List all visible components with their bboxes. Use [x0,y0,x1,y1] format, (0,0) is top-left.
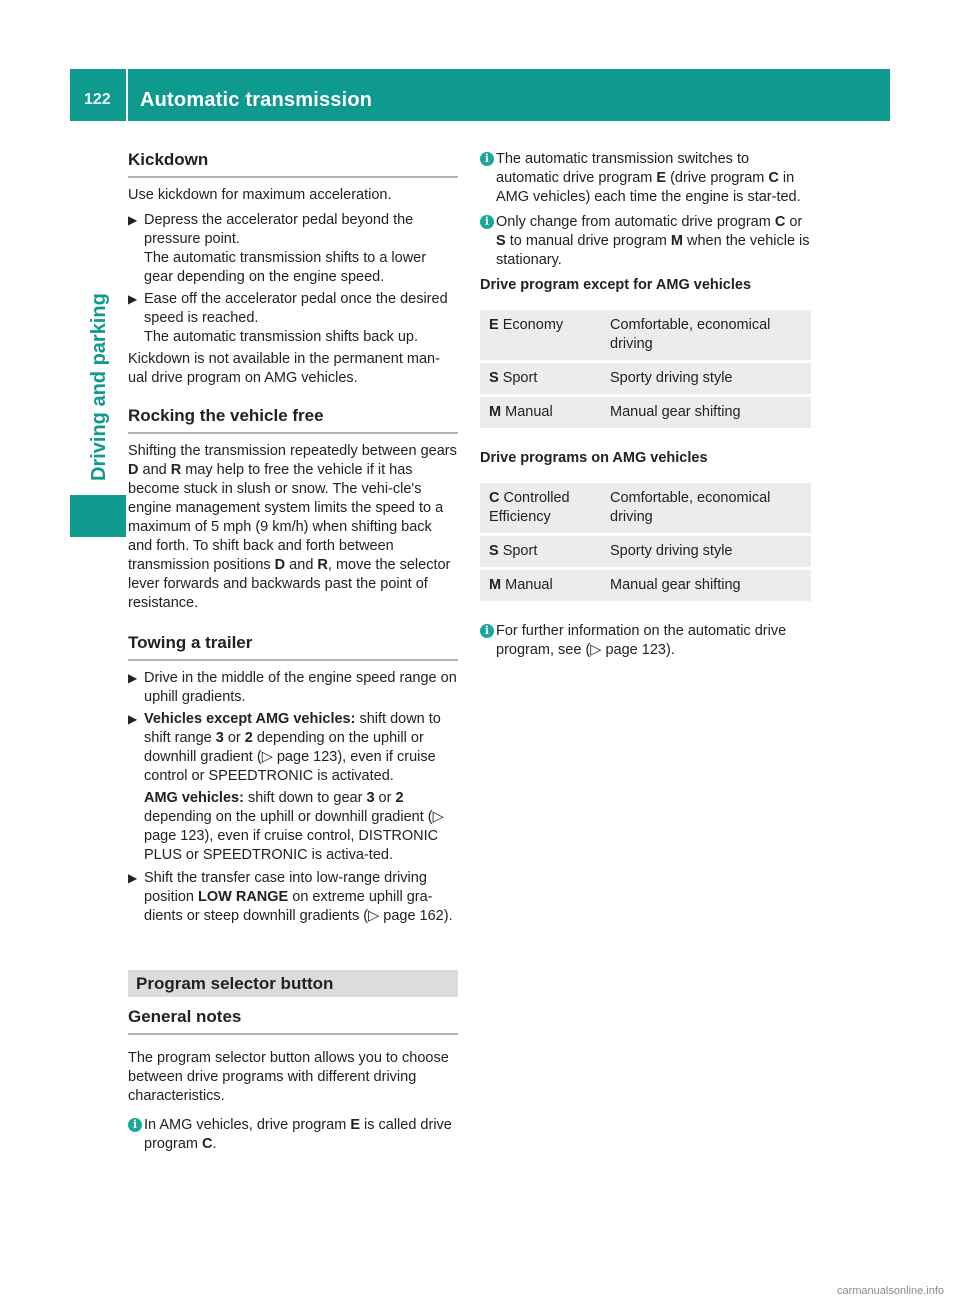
text: page 123), even if cruise control, DISTRONIC PLUS or SPEEDTRONIC is activa-ted. [144,828,439,863]
text: , move the selector lever forwards and backwards past the point of resistance. [128,557,451,611]
left-column [128,150,458,1160]
program-selector-section-title: Program selector button [128,970,458,997]
program-desc: Comfortable, economical driving [601,310,811,360]
program-e: E [656,170,667,186]
program-mode: Sport [498,543,538,559]
gear-r: R [170,462,182,478]
info-icon: i [128,1118,142,1132]
program-c: C [768,170,779,186]
text: to manual drive program [505,233,671,249]
amg-drive-program-table [480,480,811,604]
table-row [480,570,811,601]
towing-heading: Towing a trailer [128,633,458,661]
program-letter: S [489,543,499,559]
arrow-icon: ▶ [128,671,138,685]
text: depending on the uphill or downhill gradient ( [144,730,424,765]
program-desc: Comfortable, economical driving [601,483,811,533]
arrow-icon: ▶ [128,712,138,726]
gear-d: D [274,557,286,573]
program-cell [480,570,601,601]
table-row [480,483,811,533]
program-mode: Controlled Efficiency [489,490,570,525]
program-letter: M [489,577,502,593]
drive-program-table [480,307,811,431]
program-mode: Economy [498,317,564,333]
table2-title: Drive programs on AMG vehicles [480,450,708,466]
text: or [785,214,803,230]
info-icon: i [480,152,494,166]
arrow-icon: ▶ [128,871,138,885]
kickdown-step-1 [128,211,458,287]
table1-title: Drive program except for AMG vehicles [480,277,752,293]
text: on extreme uphill gra-dients or steep downhill gradients ( [144,889,433,924]
info-note-stationary [480,213,815,270]
text: shift down to gear [243,790,367,806]
text: and [285,557,318,573]
arrow-icon: ▶ [128,292,138,306]
step-text: Drive in the middle of the engine speed range on uphill gradients. [144,670,457,705]
rocking-paragraph [128,442,458,613]
right-column [480,150,815,666]
program-letter: C [489,490,500,506]
kickdown-step-2 [128,290,458,347]
program-selector-intro: The program selector button allows you to choose between drive programs with different driving characteristics. [128,1050,449,1104]
text: Shift the transfer case into low-range driving position [144,870,427,905]
low-range: LOW RANGE [198,889,289,905]
text: Shifting the transmission repeatedly between gears [128,443,457,459]
step-text: Ease off the accelerator pedal once the desired speed is reached. [144,291,448,326]
program-mode: Sport [498,370,538,386]
program-cell [480,310,601,360]
gear-2: 2 [395,790,404,806]
side-tab-label: Driving and parking [88,293,110,481]
page-header [70,69,890,121]
program-desc: Manual gear shifting [601,397,811,428]
table-row [480,310,811,360]
program-c: C [202,1136,213,1152]
program-letter: S [489,370,499,386]
text: The automatic transmission switches to automatic drive program [496,151,750,186]
range-3: 3 [215,730,224,746]
step-result: The automatic transmission shifts to a lower gear depending on the engine speed. [144,250,427,285]
arrow-icon: ▶ [128,213,138,227]
program-c: C [774,214,786,230]
step-result: The automatic transmission shifts back up. [144,329,419,345]
kickdown-intro: Use kickdown for maximum acceleration. [128,187,392,203]
program-s: S [496,233,506,249]
table-row [480,397,811,428]
text: in AMG vehicles) each time the engine is star-ted. [496,170,801,205]
program-cell [480,536,601,567]
gear-d: D [128,462,139,478]
table-row [480,536,811,567]
program-desc: Sporty driving style [601,363,811,394]
rocking-heading: Rocking the vehicle free [128,406,458,434]
text: depending on the uphill or downhill gradient ( [144,809,433,825]
program-m: M [670,233,683,249]
towing-step-2 [128,710,458,786]
program-mode: Manual [501,577,553,593]
program-letter: E [489,317,499,333]
page-ref-icon: ▷ [368,908,380,924]
text: or [374,790,396,806]
page-title: Automatic transmission [140,89,373,111]
text: shift down to shift range [144,711,441,746]
text: Only change from automatic drive program [496,214,775,230]
program-cell [480,397,601,428]
kickdown-heading: Kickdown [128,150,458,178]
general-notes-heading: General notes [128,1007,458,1035]
text: page 162). [379,908,453,924]
towing-step-1 [128,669,458,707]
amg-lead: AMG vehicles: [144,790,244,806]
step-lead: Vehicles except AMG vehicles: [144,711,356,727]
text: when the vehicle is stationary. [496,233,810,268]
page-ref-icon: ▷ [590,642,602,658]
info-icon: i [480,624,494,638]
text: For further information on the automatic drive program, see ( [496,623,787,658]
program-desc: Manual gear shifting [601,570,811,601]
text: (drive program [666,170,769,186]
program-mode: Manual [501,404,553,420]
text: may help to free the vehicle if it has become stuck in slush or snow. The vehi-cle's engine management system limits the speed to a maximum of 5 mph (9 km/h) when shifting back and forth. To shift back and forth between transmission positions [128,462,444,573]
gear-3: 3 [366,790,375,806]
range-2: 2 [244,730,253,746]
program-e: E [350,1117,360,1133]
program-cell [480,363,601,394]
header-divider [126,69,128,121]
text: . [212,1136,217,1152]
gear-r: R [317,557,328,573]
watermark: carmanualsonline.info [836,1285,944,1297]
text: or [223,730,245,746]
page-ref-icon: ▷ [261,749,273,765]
info-note-further [480,622,815,660]
page-ref-icon: ▷ [432,809,444,825]
side-tab [70,121,126,481]
step-text: Depress the accelerator pedal beyond the pressure point. [144,212,414,247]
text: page 123). [601,642,675,658]
text: page 123), even if cruise control or SPEEDTRONIC is activated. [144,749,436,784]
table-row [480,363,811,394]
kickdown-note: Kickdown is not available in the permanent man-ual drive program on AMG vehicles. [128,351,440,386]
program-desc: Sporty driving style [601,536,811,567]
info-note-amg [128,1116,458,1154]
page-number: 122 [84,91,111,108]
program-letter: M [489,404,502,420]
side-tab-marker [70,495,126,537]
towing-amg-note [144,789,458,865]
info-note-switch [480,150,815,207]
info-icon: i [480,215,494,229]
text: is called drive program [144,1117,452,1152]
text: and [138,462,171,478]
text: In AMG vehicles, drive program [144,1117,351,1133]
program-cell [480,483,601,533]
towing-step-3 [128,869,458,926]
